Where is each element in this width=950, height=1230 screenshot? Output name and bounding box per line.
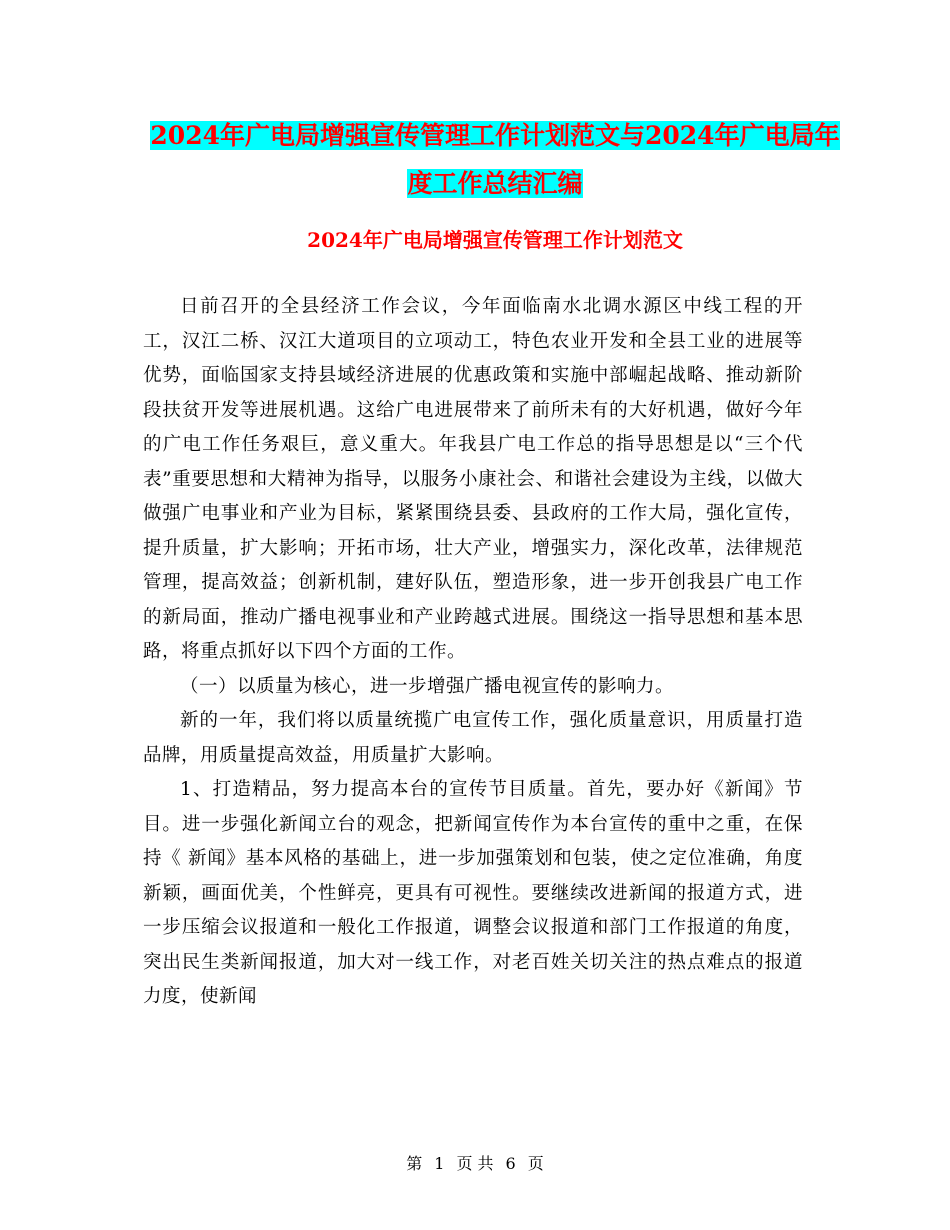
- document-title-text: 2024年广电局增强宣传管理工作计划范文与2024年广电局年度工作总结汇编: [150, 121, 840, 198]
- page-footer: [0, 1152, 950, 1176]
- document-body: [143, 290, 803, 1015]
- body-paragraph: 新的一年，我们将以质量统揽广电宣传工作，强化质量意识，用质量打造品牌，用质量提高效益，用质量扩大影响。: [143, 710, 803, 766]
- footer-suffix: 页: [527, 1154, 544, 1173]
- section-subtitle: 2024年广电局增强宣传管理工作计划范文: [307, 228, 683, 252]
- body-paragraph: 日前召开的全县经济工作会议，今年面临南水北调水源区中线工程的开工，汉江二桥、汉江大道项目的立项动工，特色农业开发和全县工业的进展等优势，面临国家支持县域经济进展的优惠政策和实施中部崛起战略、推动新阶段扶贫开发等进展机遇。这给广电进展带来了前所未有的大好机遇，做好今年的广电工作任务艰巨，意义重大。年我县广电工作总的指导思想是以“三个代表”重要思想和大精神为指导，以服务小康社会、和谐社会建设为主线，以做大做强广电事业和产业为目标，紧紧围绕县委、县政府的工作大局，强化宣传，提升质量，扩大影响；开拓市场，壮大产业，增强实力，深化改革，法律规范管理，提高效益；创新机制，建好队伍，塑造形象，进一步开创我县广电工作的新局面，推动广播电视事业和产业跨越式进展。围绕这一指导思想和基本思路，将重点抓好以下四个方面的工作。: [143, 296, 803, 662]
- body-paragraph: 1、打造精品，努力提高本台的宣传节目质量。首先，要办好《新闻》节目。进一步强化新闻立台的观念，把新闻宣传作为本台宣传的重中之重，在保持《 新闻》基本风格的基础上，进一步加强策划和包装，使之定位准确，角度新颖，画面优美，个性鲜亮，更具有可视性。要继续改进新闻的报道方式，进一步压缩会议报道和一般化工作报道，调整会议报道和部门工作报道的角度，突出民生类新闻报道，加大对一线工作，对老百姓关切关注的热点难点的报道力度，使新闻: [143, 779, 803, 1007]
- page-number: 1: [434, 1154, 445, 1173]
- page-total: 6: [505, 1154, 516, 1173]
- body-paragraph: （一）以质量为核心，进一步增强广播电视宣传的影响力。: [180, 675, 675, 697]
- document-title: [150, 112, 840, 208]
- footer-mid: 页 共: [456, 1154, 494, 1173]
- footer-prefix: 第: [406, 1154, 423, 1173]
